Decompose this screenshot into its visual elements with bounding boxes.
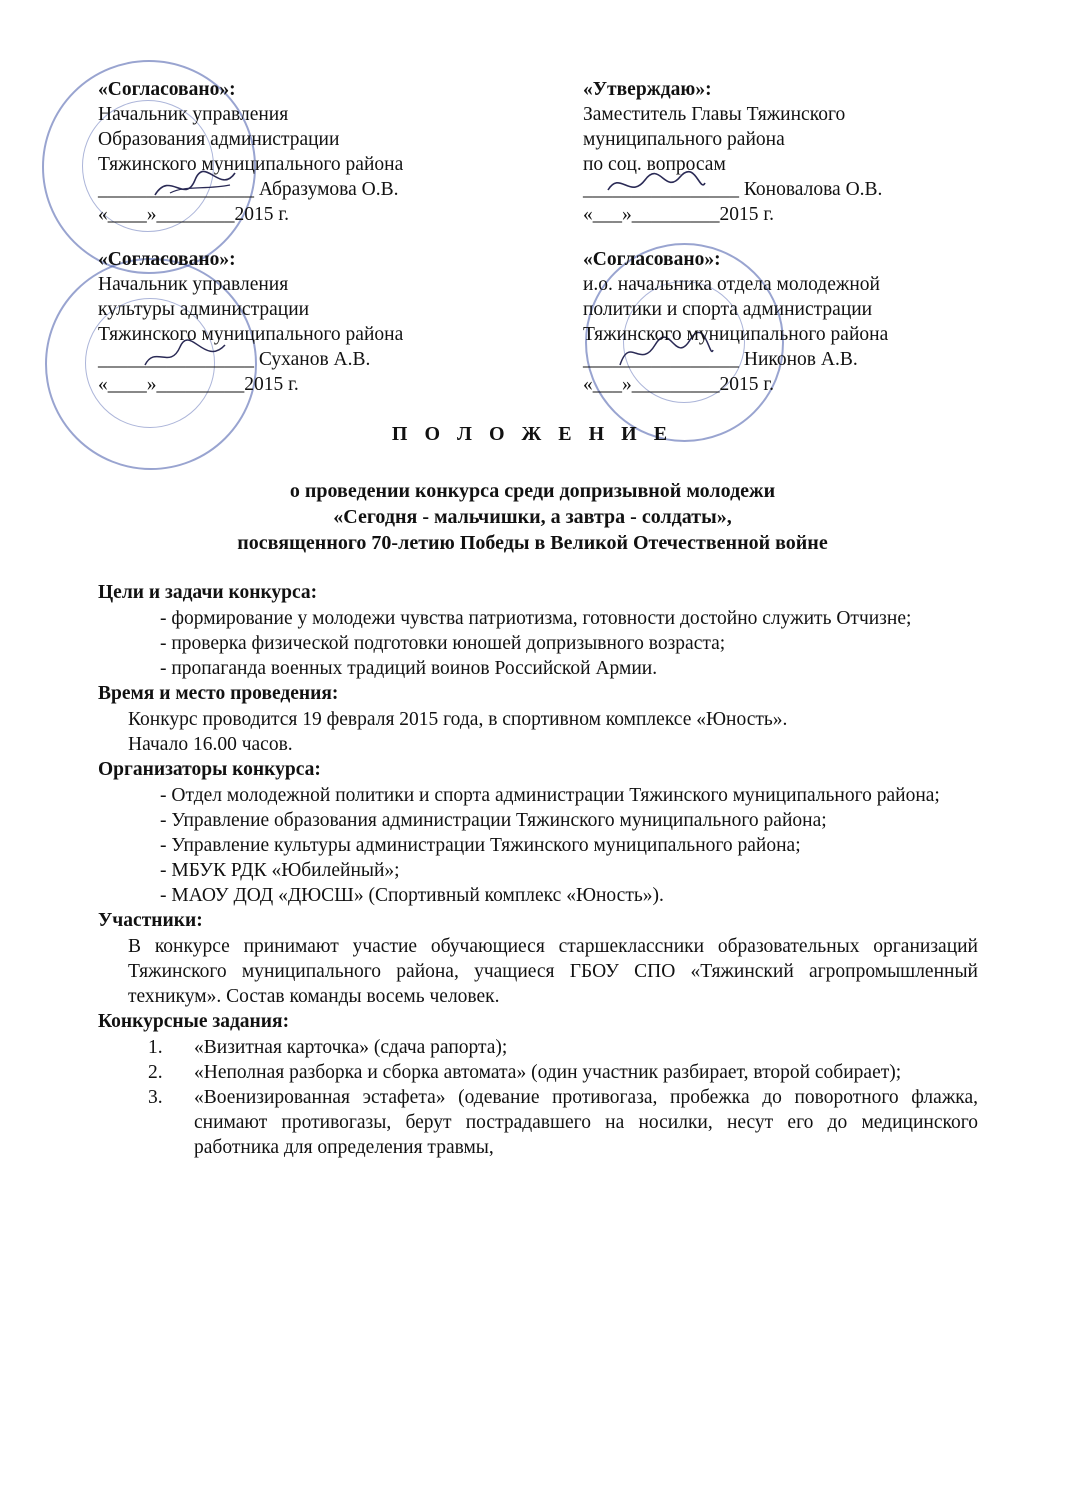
- organizer-item: - Отдел молодежной политики и спорта администрации Тяжинского муниципального района;: [160, 785, 940, 806]
- organizer-item: - МБУК РДК «Юбилейный»;: [160, 860, 400, 881]
- approval-heading: «Согласовано»:: [98, 249, 236, 270]
- approval-position-line: Тяжинского муниципального района: [98, 154, 404, 175]
- approval-block-education: [98, 77, 478, 227]
- task-item: [98, 1060, 978, 1085]
- approval-position-line: Начальник управления: [98, 104, 289, 125]
- task-text: «Неполная разборка и сборка автомата» (один участник разбирает, второй собирает);: [194, 1062, 902, 1083]
- participants-text: В конкурсе принимают участие обучающиеся старшеклассники образовательных организаций Тяжинского муниципального района, учащиеся ГБОУ СПО «Тяжинский агропромышленный техникум». Состав команды восемь человек.: [128, 936, 978, 1007]
- approval-position-line: Заместитель Главы Тяжинского: [583, 104, 846, 125]
- approval-signature-line: ________________ Суханов А.В.: [98, 349, 371, 370]
- time-place-line: Конкурс проводится 19 февраля 2015 года, в спортивном комплексе «Юность».: [128, 709, 788, 730]
- approval-heading: «Утверждаю»:: [583, 79, 712, 100]
- time-place-text: [98, 707, 978, 757]
- organizers-list: [98, 783, 978, 908]
- organizer-item: - МАОУ ДОД «ДЮСШ» (Спортивный комплекс «Юность»).: [160, 885, 664, 906]
- approval-position-line: по соц. вопросам: [583, 154, 726, 175]
- section-heading-organizers: Организаторы конкурса:: [98, 759, 321, 780]
- approval-heading: «Согласовано»:: [583, 249, 721, 270]
- approval-signature-line: ________________ Никонов А.В.: [583, 349, 858, 370]
- document-title: П О Л О Ж Е Н И Е: [391, 423, 674, 445]
- goals-list: [98, 606, 978, 681]
- approval-position-line: муниципального района: [583, 129, 785, 150]
- approval-block-culture: [98, 247, 478, 397]
- approval-block-deputy-head: [583, 77, 963, 227]
- subtitle-line: о проведении конкурса среди допризывной молодежи: [289, 480, 776, 502]
- approval-position-line: Образования администрации: [98, 129, 340, 150]
- organizer-item: - Управление культуры администрации Тяжинского муниципального района;: [160, 835, 801, 856]
- approval-heading: «Согласовано»:: [98, 79, 236, 100]
- task-number: 3.: [148, 1087, 163, 1108]
- document-body: [98, 580, 978, 1160]
- approval-date-line: «____»________2015 г.: [98, 204, 290, 225]
- approval-signature-line: ________________ Коновалова О.В.: [583, 179, 883, 200]
- goal-item: - проверка физической подготовки юношей допризывного возраста;: [160, 633, 726, 654]
- task-number: 2.: [148, 1062, 163, 1083]
- goal-item: - пропаганда военных традиций воинов Российской Армии.: [160, 658, 658, 679]
- section-heading-time-place: Время и место проведения:: [98, 683, 339, 704]
- organizer-item: - Управление образования администрации Тяжинского муниципального района;: [160, 810, 827, 831]
- tasks-list: [98, 1035, 978, 1160]
- time-place-line: Начало 16.00 часов.: [128, 734, 293, 755]
- approval-position-line: политики и спорта администрации: [583, 299, 873, 320]
- task-text: «Визитная карточка» (сдача рапорта);: [194, 1037, 508, 1058]
- approval-block-youth-sport: [583, 247, 963, 397]
- approval-position-line: Тяжинского муниципального района: [583, 324, 889, 345]
- approval-date-line: «___»_________2015 г.: [583, 374, 775, 395]
- subtitle-line: посвященного 70-летию Победы в Великой Отечественной войне: [237, 532, 828, 554]
- task-item: [98, 1035, 978, 1060]
- approval-position-line: культуры администрации: [98, 299, 310, 320]
- section-heading-goals: Цели и задачи конкурса:: [98, 582, 318, 603]
- approval-date-line: «___»_________2015 г.: [583, 204, 775, 225]
- approval-signature-line: ________________ Абразумова О.В.: [98, 179, 399, 200]
- section-heading-participants: Участники:: [98, 910, 203, 931]
- approval-position-line: Тяжинского муниципального района: [98, 324, 404, 345]
- approval-position-line: Начальник управления: [98, 274, 289, 295]
- task-number: 1.: [148, 1037, 163, 1058]
- goal-item: - формирование у молодежи чувства патриотизма, готовности достойно служить Отчизне;: [160, 608, 912, 629]
- section-heading-tasks: Конкурсные задания:: [98, 1011, 290, 1032]
- task-text: «Военизированная эстафета» (одевание противогаза, пробежка до поворотного флажка, снимают противогазы, берут пострадавшего на носилки, несут его до медицинского работника для определения травмы,: [194, 1087, 978, 1158]
- approval-date-line: «____»_________2015 г.: [98, 374, 299, 395]
- task-item: [98, 1085, 978, 1160]
- approval-position-line: и.о. начальника отдела молодежной: [583, 274, 880, 295]
- subtitle-line: «Сегодня - мальчишки, а завтра - солдаты»,: [333, 506, 732, 528]
- document-subtitle: [0, 478, 1065, 556]
